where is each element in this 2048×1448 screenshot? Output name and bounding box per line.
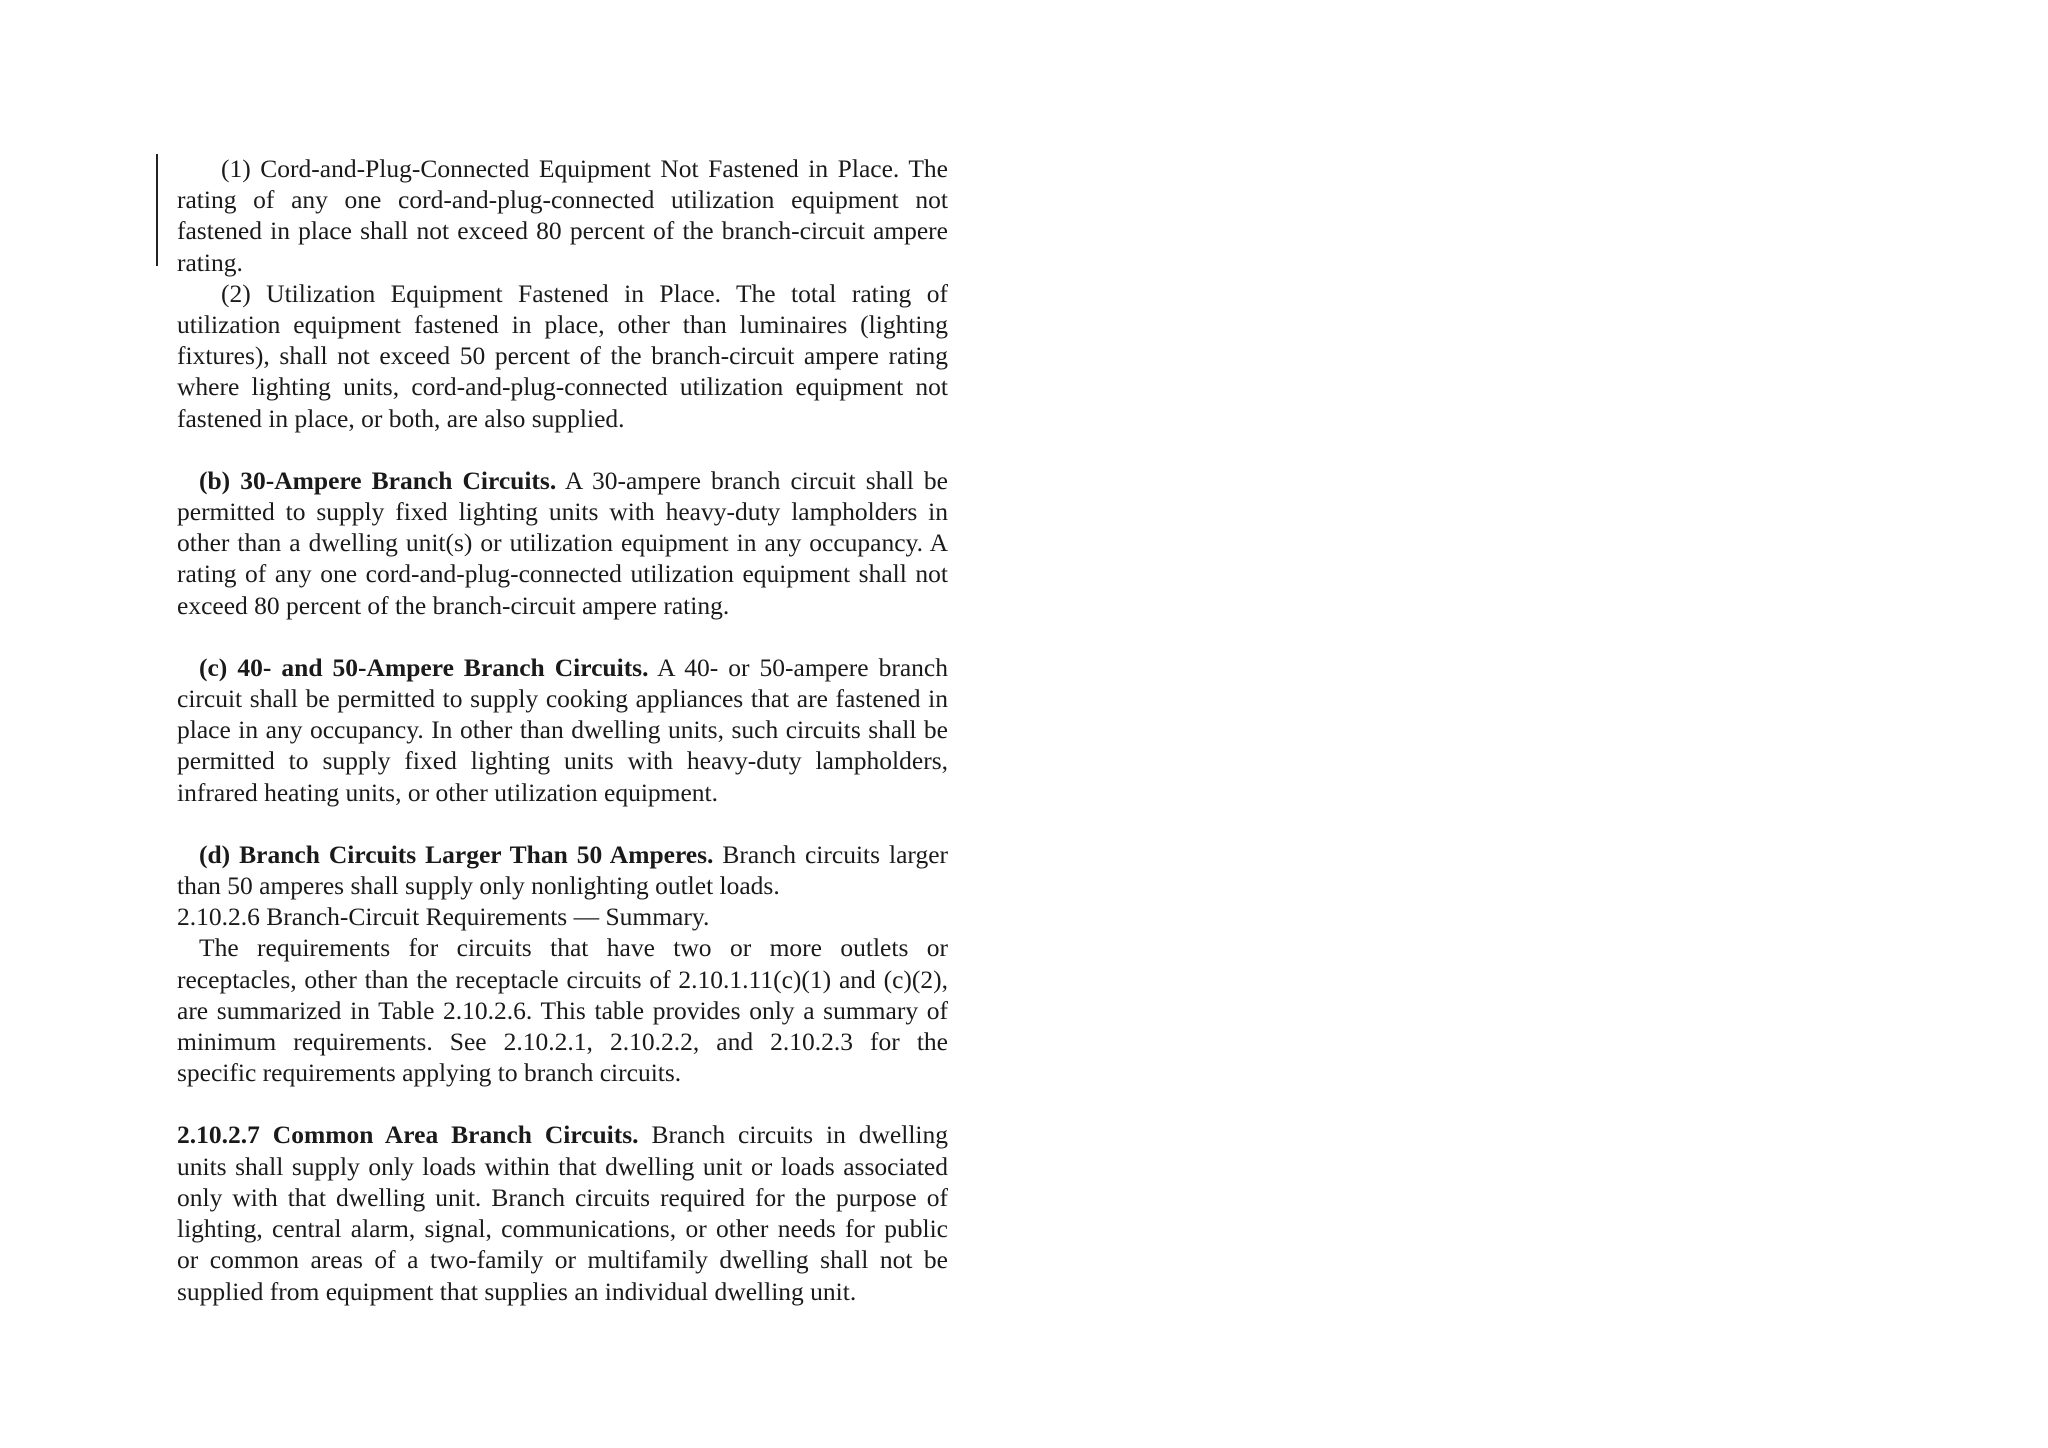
paragraph-cord-and-plug bbox=[177, 153, 948, 278]
paragraph-equipment-fastened bbox=[177, 278, 948, 434]
revision-change-bar bbox=[156, 154, 158, 266]
summary-heading-text: 2.10.2.6 Branch-Circuit Requirements — Summary. bbox=[177, 902, 710, 932]
section-text: Branch circuits larger than 50 amperes shall supply only nonlighting outlet loads. bbox=[177, 839, 949, 901]
summary-paragraph bbox=[177, 932, 948, 1088]
section-text: A 40- or 50-ampere branch circuit shall be permitted to supply cooking appliances that are fastened in place in any occupancy. In other than dwelling units, such circuits shall be permitted to supply fixed lighting units with heavy-duty lampholders, infrared heating units, or other utilization equipment. bbox=[177, 652, 948, 807]
section-30-ampere bbox=[177, 465, 948, 621]
summary-heading bbox=[177, 901, 948, 932]
paragraph-text: (2) Utilization Equipment Fastened in Place. The total rating of utilization equipment fastened in place, other than luminaires (lighting fixtures), shall not exceed 50 percent of the branch-circuit ampere rating where lighting units, cord-and-plug-connected utilization equipment not fastened in place, or both, are also supplied. bbox=[177, 278, 948, 433]
document-text-column bbox=[177, 153, 948, 1307]
section-heading: (b) 30-Ampere Branch Circuits. bbox=[199, 465, 557, 495]
section-text: Branch circuits in dwelling units shall supply only loads within that dwelling unit or loads associated only with that dwelling unit. Branch circuits required for the purpose of lighting, central alarm, signal, communications, or other needs for public or common areas of a two-family or multifamily dwelling shall not be supplied from equipment that supplies an individual dwelling unit. bbox=[177, 1120, 948, 1306]
section-heading: (c) 40- and 50-Ampere Branch Circuits. bbox=[199, 652, 649, 682]
section-text: A 30-ampere branch circuit shall be permitted to supply fixed lighting units with heavy-duty lampholders in other than a dwelling unit(s) or utilization equipment in any occupancy. A rating of any one cord-and-plug-connected utilization equipment shall not exceed 80 percent of the branch-circuit ampere rating. bbox=[177, 465, 948, 620]
section-larger-than-50 bbox=[177, 839, 948, 901]
section-heading: 2.10.2.7 Common Area Branch Circuits. bbox=[177, 1120, 639, 1150]
paragraph-text: The requirements for circuits that have two or more outlets or receptacles, other than the receptacle circuits of 2.10.1.11(c)(1) and (c)(2), are summarized in Table 2.10.2.6. This table provides only a summary of minimum requirements. See 2.10.2.1, 2.10.2.2, and 2.10.2.3 for the specific requirements applying to branch circuits. bbox=[177, 933, 948, 1088]
section-common-area bbox=[177, 1119, 948, 1306]
paragraph-text: (1) Cord-and-Plug-Connected Equipment Not Fastened in Place. The rating of any one cord-and-plug-connected utilization equipment not fastened in place shall not exceed 80 percent of the branch-circuit ampere rating. bbox=[177, 154, 948, 277]
section-heading: (d) Branch Circuits Larger Than 50 Amperes. bbox=[199, 839, 714, 869]
section-40-50-ampere bbox=[177, 652, 948, 808]
